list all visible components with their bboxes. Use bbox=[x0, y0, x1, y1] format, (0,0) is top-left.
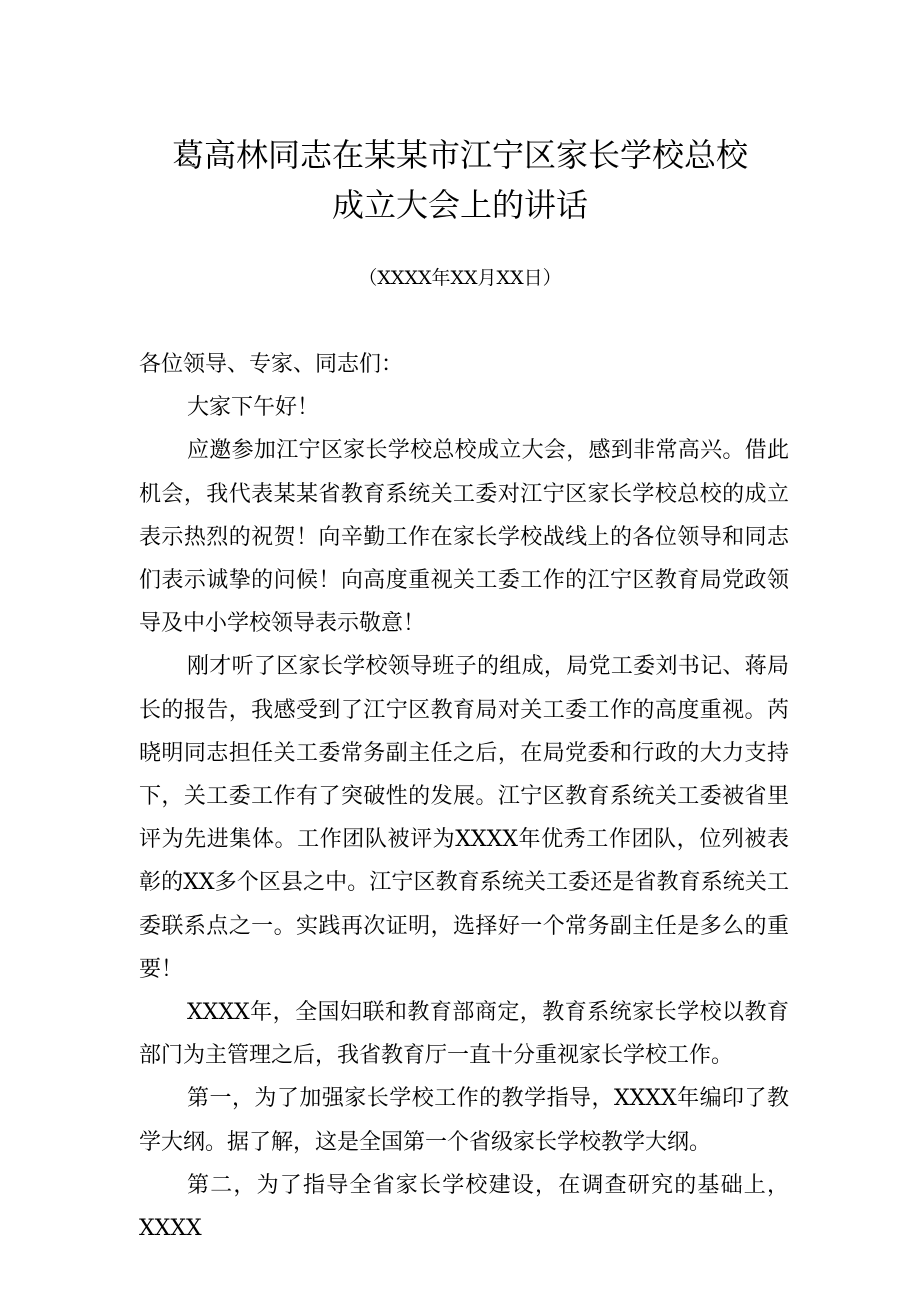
paragraph: 大家下午好！ bbox=[187, 395, 320, 421]
salutation: 各位领导、专家、同志们： bbox=[139, 352, 404, 377]
paragraph: 第一，为了加强家长学校工作的教学指导，XXXX年编印了教学大纲。据了解，这是全国第一个省级家长学校教学大纲。 bbox=[139, 1086, 789, 1155]
paragraph: XXXX年，全国妇联和教育部商定，教育系统家长学校以教育部门为主管理之后，我省教育厅一直十分重视家长学校工作。 bbox=[139, 1000, 789, 1069]
paragraph: 应邀参加江宁区家长学校总校成立大会，感到非常高兴。借此机会，我代表某某省教育系统关工委对江宁区家长学校总校的成立表示热烈的祝贺！向辛勤工作在家长学校战线上的各位领导和同志们表示诚挚的问候！向高度重视关工委工作的江宁区教育局党政领导及中小学校领导表示敬意！ bbox=[139, 438, 789, 637]
document-body bbox=[139, 343, 789, 1250]
speech-date: （XXXX年XX月XX日） bbox=[358, 267, 562, 289]
paragraph: 第二，为了指导全省家长学校建设，在调查研究的基础上，XXXX bbox=[139, 1172, 789, 1242]
document-title-line-2: 成立大会上的讲话 bbox=[331, 186, 588, 224]
paragraph: 刚才听了区家长学校领导班子的组成，局党工委刘书记、蒋局长的报告，我感受到了江宁区教育局对关工委工作的高度重视。芮晓明同志担任关工委常务副主任之后，在局党委和行政的大力支持下，关工委工作有了突破性的发展。江宁区教育系统关工委被省里评为先进集体。工作团队被评为XXXX年优秀工作团队，位列被表彰的XX多个区县之中。江宁区教育系统关工委还是省教育系统关工委联系点之一。实践再次证明，选择好一个常务副主任是多么的重要！ bbox=[139, 654, 789, 982]
document-title-line-1: 葛高林同志在某某市江宁区家长学校总校 bbox=[171, 136, 748, 174]
